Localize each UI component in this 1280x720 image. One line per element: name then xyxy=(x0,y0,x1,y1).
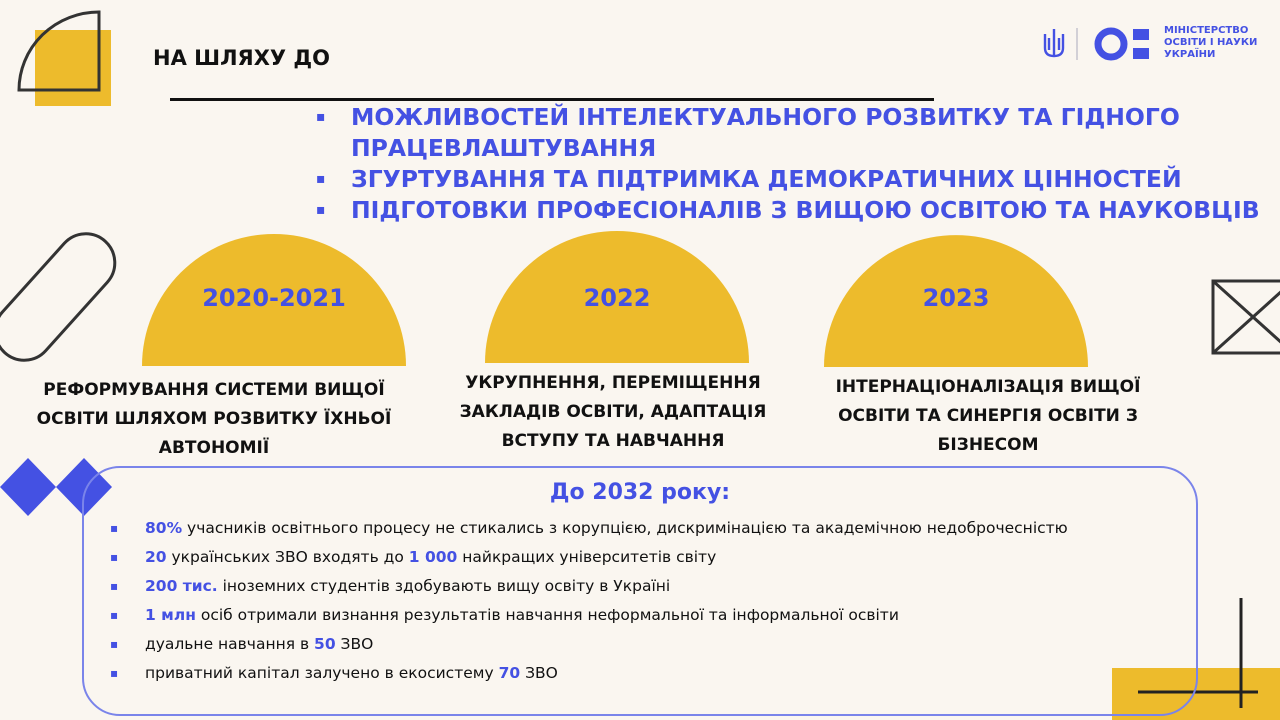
target-item: ▪ приватний капітал залучено в екосистему 70 ЗВО xyxy=(110,663,1110,683)
goal-item: ▪ МОЖЛИВОСТЕЙ ІНТЕЛЕКТУАЛЬНОГО РОЗВИТКУ ТА ГІДНОГО ПРАЦЕВЛАШТУВАННЯ xyxy=(316,102,1276,164)
goals-list xyxy=(316,102,1276,226)
target-item: ▪ 200 тис. іноземних студентів здобувають вищу освіту в Україні xyxy=(110,576,1110,596)
ministry-logo xyxy=(1040,26,1160,66)
title-divider xyxy=(170,98,934,101)
goal-item: ▪ ПІДГОТОВКИ ПРОФЕСІОНАЛІВ З ВИЩОЮ ОСВІТОЮ ТА НАУКОВЦІВ xyxy=(316,195,1276,226)
ministry-name-line2: ОСВІТИ І НАУКИ xyxy=(1164,37,1258,48)
target-value: 1 млн xyxy=(145,606,196,624)
target-value: 80% xyxy=(145,519,183,537)
ministry-name-line3: УКРАЇНИ xyxy=(1164,49,1216,60)
trident-emblem-icon xyxy=(1040,26,1160,62)
target-value: 50 xyxy=(314,635,336,653)
goal-item: ▪ ЗГУРТУВАННЯ ТА ПІДТРИМКА ДЕМОКРАТИЧНИХ ЦІННОСТЕЙ xyxy=(316,164,1276,195)
target-value: 200 тис. xyxy=(145,577,218,595)
stage-description: УКРУПНЕННЯ, ПЕРЕМІЩЕННЯ ЗАКЛАДІВ ОСВІТИ, АДАПТАЦІЯ ВСТУПУ ТА НАВЧАННЯ xyxy=(459,373,767,451)
ministry-name xyxy=(1164,25,1257,61)
stage-description: РЕФОРМУВАННЯ СИСТЕМИ ВИЩОЇ ОСВІТИ ШЛЯХОМ РОЗВИТКУ ЇХНЬОЇ АВТОНОМІЇ xyxy=(36,380,392,458)
target-value: 1 000 xyxy=(408,548,458,566)
stage-year: 2022 xyxy=(583,284,651,312)
ministry-name-line1: МІНІСТЕРСТВО xyxy=(1164,25,1249,36)
page-title: НА ШЛЯХУ ДО xyxy=(153,46,330,70)
stage-description: ІНТЕРНАЦІОНАЛІЗАЦІЯ ВИЩОЇ ОСВІТИ ТА СИНЕРГІЯ ОСВІТИ З БІЗНЕСОМ xyxy=(835,377,1141,455)
target-value: 20 xyxy=(145,548,167,566)
stage-year: 2023 xyxy=(922,284,990,312)
target-item: ▪ 80% учасників освітнього процесу не стикались з корупцією, дискримінацією та академічною недоброчесністю xyxy=(110,518,1110,538)
targets-list xyxy=(110,518,1110,692)
target-item: ▪ 1 млн осіб отримали визнання результатів навчання неформальної та інформальної освіти xyxy=(110,605,1110,625)
targets-title: До 2032 року: xyxy=(549,480,731,505)
target-value: 70 xyxy=(498,664,521,682)
stage-year: 2020-2021 xyxy=(202,284,346,312)
target-item: ▪ 20 українських ЗВО входять до 1 000 найкращих університетів світу xyxy=(110,547,1110,567)
target-item: ▪ дуальне навчання в 50 ЗВО xyxy=(110,634,1110,654)
